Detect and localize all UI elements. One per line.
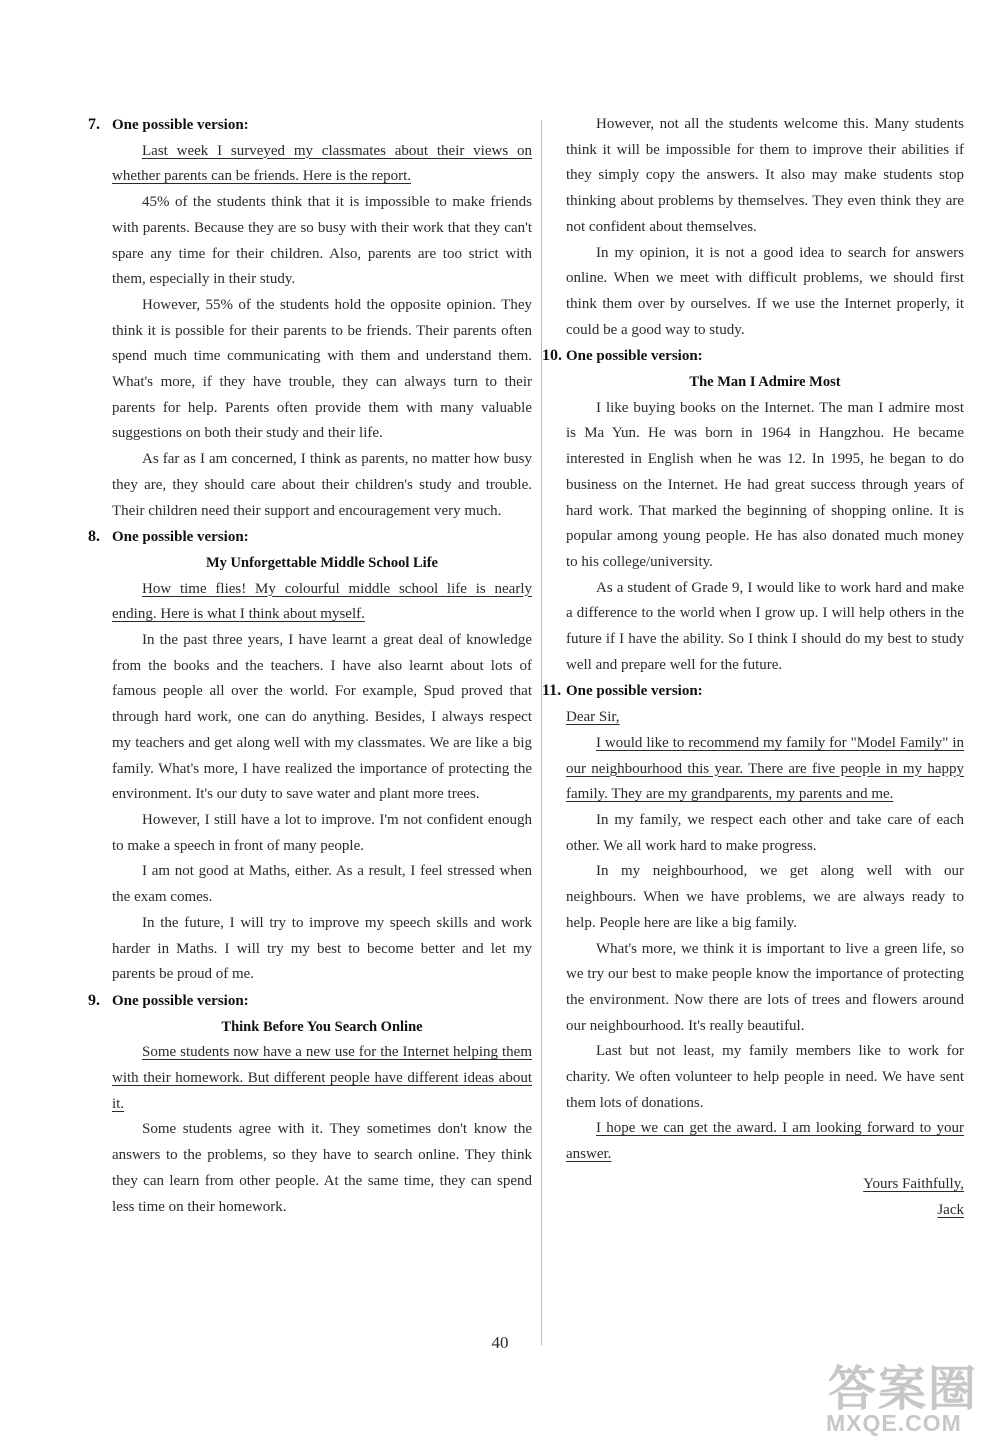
section-heading-label: One possible version:	[566, 348, 703, 365]
watermark-text: 答案圈	[828, 1363, 979, 1416]
section-8-paragraph: In the future, I will try to improve my speech skills and work harder in Maths. I will try my best to become better and let my parents be proud of me.	[112, 914, 532, 983]
section-10-paragraph: I like buying books on the Internet. The man I admire most is Ma Yun. He was born in 1964 in Hangzhou. He became interested in English when he was 12. In 1995, he began to do business on the Internet. He had great success through years of hard work. That marked the beginning of shopping online. It is popular among young people. He has also donated much money to his college/university.	[566, 399, 964, 570]
section-10-heading	[542, 343, 964, 370]
section-7-paragraph: However, 55% of the students hold the opposite opinion. They think it is possible for their parents to be friends. Their parents often spend much time communicating with them and understand them. What's more, if they have trouble, they can always turn to their parents for help. Parents often provide them with many valuable suggestions on both their study and their life.	[112, 296, 532, 442]
section-number: 10.	[542, 347, 562, 365]
section-11-paragraph: What's more, we think it is important to live a green life, so we try our best to make people know the importance of protecting the environment. Now there are lots of trees and flowers around our neighbourhood. It's really beautiful.	[566, 940, 964, 1034]
section-7-paragraph: Last week I surveyed my classmates about their views on whether parents can be friends. Here is the report.	[112, 142, 532, 185]
section-11-heading	[542, 678, 964, 705]
essay-title: The Man I Admire Most	[689, 374, 841, 391]
section-11-paragraph: I would like to recommend my family for "Model Family" in our neighbourhood this year. There are five people in my happy family. They are my grandparents, my parents and me.	[566, 734, 964, 803]
essay-title: Think Before You Search Online	[221, 1018, 423, 1035]
watermark-site: MXQE.COM	[826, 1410, 962, 1436]
essay-title: My Unforgettable Middle School Life	[206, 554, 438, 571]
section-8-paragraph: In the past three years, I have learnt a great deal of knowledge from the books and the teachers. I have also learnt about lots of famous people all over the world. For example, Spud proved that through hard work, one can do anything. Besides, I always respect my teachers and get along well with my classmates. We are like a big family. What's more, I have realized the importance of protecting the environment. It's our duty to save water and plant more trees.	[112, 632, 532, 803]
section-11-paragraph: I hope we can get the award. I am looking forward to your answer.	[566, 1120, 964, 1163]
section-10-paragraph: As a student of Grade 9, I would like to work hard and make a difference to the world when I grow up. I will help others in the future if I have the ability. So I think I should do my best to study well and prepare well for the future.	[566, 579, 964, 673]
section-8-heading	[88, 524, 532, 551]
section-9-paragraph: Some students agree with it. They sometimes don't know the answers to the problems, so they have to search online. They think they can learn from other people. At the same time, they can spend less time on their homework.	[112, 1121, 532, 1215]
section-8-paragraph: However, I still have a lot to improve. I'm not confident enough to make a speech in front of many people.	[112, 811, 532, 854]
section-7-heading	[88, 112, 532, 139]
letter-salutation: Dear Sir,	[566, 709, 620, 726]
section-heading-label: One possible version:	[566, 683, 703, 700]
page-number: 40	[491, 1333, 509, 1352]
section-9-paragraph: However, not all the students welcome this. Many students think it will be impossible for them to improve their abilities if they simply copy the answers. It also may make students stop thinking about problems by themselves. They even think they are not confident about themselves.	[566, 116, 964, 235]
section-heading-label: One possible version:	[112, 529, 249, 546]
section-number: 11.	[542, 682, 562, 700]
section-number: 7.	[88, 116, 100, 133]
section-number: 8.	[88, 528, 100, 546]
section-8-paragraph: How time flies! My colourful middle school life is nearly ending. Here is what I think about myself.	[112, 580, 532, 623]
section-number: 9.	[88, 991, 100, 1009]
column-divider	[541, 120, 542, 1345]
section-heading-label: One possible version:	[112, 992, 249, 1009]
section-9-heading	[88, 988, 532, 1015]
letter-closing: Yours Faithfully,	[863, 1175, 964, 1192]
watermark-logo	[792, 1348, 1000, 1439]
section-9-paragraph: Some students now have a new use for the Internet helping them with their homework. But different people have different ideas about it.	[112, 1044, 532, 1112]
section-9-paragraph: In my opinion, it is not a good idea to search for answers online. When we meet with difficult problems, we should first think them over by ourselves. If we use the Internet properly, it could be a good way to study.	[566, 244, 964, 338]
left-column	[88, 112, 532, 1220]
letter-signature: Jack	[937, 1201, 964, 1218]
section-heading-label: One possible version:	[112, 117, 249, 133]
section-8-paragraph: I am not good at Maths, either. As a result, I feel stressed when the exam comes.	[112, 863, 532, 906]
section-7-paragraph: 45% of the students think that it is impossible to make friends with parents. Because they are so busy with their work that they can't spare any time for their children. Also, parents are too strict with them, especially in their study.	[112, 194, 532, 288]
right-column	[542, 112, 964, 1223]
section-11-paragraph: In my family, we respect each other and take care of each other. We all work hard to make progress.	[566, 811, 964, 854]
section-11-paragraph: In my neighbourhood, we get along well with our neighbours. When we have problems, we are always ready to help. People here are like a big family.	[566, 863, 964, 931]
section-11-paragraph: Last but not least, my family members like to work for charity. We often volunteer to help people in need. We have sent them lots of donations.	[566, 1043, 964, 1111]
section-7-paragraph: As far as I am concerned, I think as parents, no matter how busy they are, they should care about their children's study and trouble. Their children need their support and encouragement very much.	[112, 451, 532, 519]
